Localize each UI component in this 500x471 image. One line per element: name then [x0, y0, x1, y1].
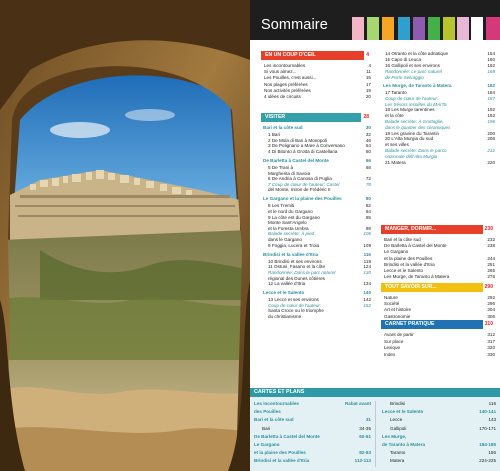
visiter-item-text[interactable]: 10 Brindisi et ses environs [268, 258, 322, 264]
visiter-item-page: 60 [365, 148, 371, 154]
visiter-item-text[interactable]: Margherita di Savoia [268, 170, 311, 176]
visiter-item-text[interactable]: 1 Bari [268, 132, 281, 137]
coup-item-text[interactable]: Si vous aimez... [264, 69, 297, 75]
carnet-item-page: 317 [487, 338, 495, 344]
header-swatch [413, 17, 425, 40]
coup-item-text[interactable]: 4 idées de circuits [264, 94, 301, 99]
savoir-label: TOUT SAVOIR SUR... [385, 284, 437, 290]
visiter-section-page: 30 [365, 125, 371, 130]
cartes-divider [375, 401, 376, 467]
visiter-section-page: 66 [365, 157, 371, 163]
visiter-bar[interactable] [261, 113, 371, 122]
visiter-item-page: 99 [365, 225, 371, 231]
savoir-item-page: 304 [487, 307, 495, 313]
cartes-col2-item-text[interactable]: Gallipoli [390, 425, 407, 431]
visiter-item-text[interactable]: Randonnée: Dans le parc naturel [268, 269, 336, 275]
visiter-section-title[interactable]: Brindisi et la vallée d'Itria [263, 251, 319, 257]
visiter-item-page: 152 [363, 302, 371, 308]
coup-item-page: 19 [365, 87, 371, 93]
murge-item-text[interactable]: Les trésors insolites du MArTa [385, 101, 447, 107]
murge-item-text[interactable]: 21 Matera [385, 159, 406, 165]
savoir-item-page: 296 [487, 301, 495, 307]
carnet-item-text[interactable]: Avant de partir [384, 332, 414, 337]
murge-item-page: 206 [487, 136, 495, 142]
header-swatch [443, 17, 455, 40]
visiter-item-text[interactable]: 3 De Polignano a Mare à Conversano [268, 143, 345, 149]
visiter-section-title[interactable]: Lecce et le Salento [263, 290, 305, 296]
visiter-item-page: 72 [365, 176, 371, 182]
visiter-section-page: 116 [363, 251, 371, 257]
murge-item-page: 200 [487, 130, 495, 136]
coup-oeil-bar[interactable] [261, 51, 371, 60]
cartes-col2-item-page: 224-225 [479, 458, 496, 464]
cartes-col1-item-page: 34-35 [359, 425, 371, 431]
header-swatch [382, 17, 394, 40]
visiter-item-text[interactable]: 9 Foggia, Lucera et Troia [268, 242, 320, 248]
visiter-item-page: 32 [365, 132, 371, 137]
cartes-col2-item-text[interactable]: de Taranto à Matera [382, 442, 426, 447]
visiter-item-text[interactable]: 11 Ostuni, Fasano et la côte [268, 264, 326, 270]
visiter-item-text[interactable]: 5 De Trani à [268, 164, 294, 170]
coup-item-text[interactable]: Les incontournables [264, 63, 306, 68]
murge-item-text[interactable]: et ses villes [385, 142, 409, 148]
savoir-bar[interactable] [381, 283, 495, 292]
murge-item-text[interactable]: et la côte [385, 113, 404, 119]
cartes-col2-item-text[interactable]: Lecce et le Salento [382, 409, 424, 415]
cartes-col2-item-page: 184-185 [479, 442, 496, 447]
contents-header [250, 0, 500, 40]
manger-item-text[interactable]: Lecce et le Salento [384, 268, 424, 273]
visiter-item-page: 109 [363, 242, 371, 248]
murge-item-text[interactable]: 19 Les gravine du Tarantin [385, 130, 440, 136]
visiter-item-text[interactable]: 9 La côte est du Gargano [268, 214, 320, 220]
coup-item-page: 11 [366, 69, 371, 75]
manger-item-page: 244 [487, 255, 495, 261]
cartes-col1-item-text[interactable]: Bari [262, 425, 271, 431]
carnet-item-text[interactable]: Index [384, 351, 396, 357]
murge-title[interactable]: Les Murge, de Taranto à Matera [383, 83, 452, 88]
savoir-item-text[interactable]: Gastronomie [384, 313, 411, 319]
visiter-item-text[interactable]: du christianisme [268, 314, 302, 319]
visiter-item-text[interactable]: 7 Coup de cœur de l'auteur: Castel [268, 181, 340, 187]
carnet-item-page: 312 [487, 332, 495, 337]
murge-item-page: 184 [487, 90, 495, 95]
header-swatch [398, 17, 410, 40]
visiter-page: 28 [363, 114, 369, 120]
header-swatch [486, 17, 500, 40]
visiter-item-text[interactable]: régional des Dunes côtières [268, 275, 325, 281]
visiter-item-page: 54 [365, 143, 371, 149]
coup-item-page: 20 [365, 94, 371, 99]
cartes-col1-item-text[interactable]: Bari et la côte sud [254, 417, 294, 423]
col2-item-text[interactable]: 15 Capo di Leuca [385, 57, 422, 62]
cartes-col1-item-page: 112-113 [354, 458, 371, 464]
coup-item-page: 15 [365, 75, 371, 81]
murge-item-text[interactable]: nazionale dell'Alta Murgia [385, 153, 438, 159]
manger-item-text[interactable]: Brindisi et la vallée d'Itria [384, 261, 435, 267]
visiter-item-page: 84 [365, 209, 371, 214]
cartes-col1-item-page: 31 [365, 417, 371, 423]
cartes-label: CARTES ET PLANS [254, 389, 305, 395]
visiter-item-text[interactable]: 4 Di Bitonto à Grotta di Castellana [268, 148, 338, 154]
cartes-col1-item-page: 82-83 [359, 450, 371, 456]
col2-item-page: 162 [487, 63, 495, 68]
cartes-col2-item-page: 116 [488, 401, 496, 406]
murge-item-text[interactable]: 17 Taranto [385, 90, 407, 95]
murge-item-page: 192 [487, 107, 495, 113]
manger-item-page: 232 [487, 237, 495, 242]
carnet-page: 310 [484, 321, 493, 327]
col2-item-page: 160 [487, 57, 495, 62]
visiter-item-text[interactable]: Balade secrète: À pied [268, 231, 315, 237]
visiter-item-page: 46 [365, 137, 371, 143]
visiter-item-text[interactable]: 8 Les Tremiti [268, 203, 295, 209]
cartes-col1-item-page: 60-61 [359, 433, 371, 439]
visiter-item-page: 78 [365, 181, 371, 187]
murge-item-text[interactable]: 18 Les Murge tarentines [385, 107, 435, 113]
col2-item-text[interactable]: Randonnée: Le parc naturel [385, 69, 442, 74]
col2-item-page: 168 [487, 69, 495, 74]
carnet-item-text[interactable]: Sur place [384, 338, 404, 344]
visiter-item-page: 134 [363, 281, 371, 287]
visiter-item-text[interactable]: 2 De Mola di Bari à Monopoli [268, 137, 327, 143]
carnet-item-text[interactable]: Lexique [384, 345, 401, 351]
murge-item-text[interactable]: Balade secrète: Dans le parco [385, 148, 447, 153]
visiter-section-page: 140 [363, 290, 371, 296]
cartes-col2-item-page: 170-171 [479, 425, 496, 431]
manger-item-page: 251 [487, 261, 495, 267]
visiter-item-page: 95 [365, 214, 371, 220]
coup-item-text[interactable]: Les Pouilles, c'est aussi... [264, 75, 317, 81]
murge-item-page: 212 [487, 148, 495, 153]
manger-item-page: 238 [487, 243, 495, 249]
manger-item-text[interactable]: Le Gargano [384, 249, 409, 255]
savoir-page: 290 [484, 284, 493, 290]
manger-item-page: 265 [487, 268, 495, 273]
cartes-col2-item-page: 143 [488, 417, 496, 423]
header-swatch [471, 17, 483, 40]
header-swatch [352, 17, 364, 40]
col2-item-text[interactable]: 14 Otranto et la côte adriatique [385, 51, 449, 56]
cartes-col2-item-page: 186 [488, 450, 496, 456]
cartes-col2-item-text[interactable]: Brindisi [390, 401, 406, 406]
visiter-item-page: 124 [363, 264, 371, 270]
cartes-col1-item-text[interactable]: Les incontournables [254, 401, 299, 406]
visiter-section-title[interactable]: Bari et la côte sud [263, 125, 303, 130]
visiter-item-text[interactable]: 13 Lecce et ses environs [268, 297, 319, 303]
murge-item-page: 220 [487, 159, 495, 165]
murge-page: 182 [487, 83, 495, 88]
savoir-item-page: 292 [487, 295, 495, 300]
carnet-item-page: 330 [487, 351, 495, 357]
visiter-item-text[interactable]: Monte Sant'Angelo [268, 220, 307, 226]
visiter-item-page: 142 [363, 297, 371, 303]
cartes-col2-item-text[interactable]: Matera [390, 458, 405, 464]
cartes-header [250, 388, 500, 397]
col2-item-text[interactable]: 16 Gallipoli et ses environs [385, 63, 440, 68]
manger-label: MANGER, DORMIR... [385, 226, 437, 232]
coup-item-page: 4 [368, 63, 371, 68]
visiter-item-page: 118 [363, 258, 371, 264]
page-title: Sommaire [261, 17, 328, 33]
murge-item-page: 196 [487, 119, 495, 124]
savoir-item-text[interactable]: Nature [384, 295, 398, 300]
visiter-label: VISITER [265, 114, 286, 120]
header-swatch [457, 17, 469, 40]
visiter-item-text[interactable]: et la Foresta Umbra [268, 225, 309, 231]
murge-item-text[interactable]: dans le quartier des céramiques [385, 124, 451, 130]
contents-page [250, 0, 500, 471]
visiter-item-page: 82 [365, 203, 371, 209]
header-swatch [428, 17, 440, 40]
visiter-item-text[interactable]: del Monte, miroir de Frédéric II [268, 187, 331, 193]
cartes-col1-item-text[interactable]: et la plaine des Pouilles [254, 450, 306, 456]
coup-oeil-page: 4 [366, 52, 369, 58]
cartes-col1-item-text[interactable]: Brindisi et la vallée d'Itria [254, 458, 310, 464]
coup-item-page: 17 [365, 81, 371, 87]
manger-item-text[interactable]: De Barletta à Castel del Monte [384, 243, 447, 249]
visiter-item-text[interactable]: Santa Croce ou le triomphe [268, 308, 324, 314]
coup-oeil-label: EN UN COUP D'CEIL [265, 52, 316, 58]
visiter-item-page: 130 [363, 269, 371, 275]
visiter-section-title[interactable]: De Barletta à Castel del Monte [263, 157, 329, 163]
col2-item-text[interactable]: de Porto Selvaggio [385, 75, 424, 80]
carnet-label: CARNET PRATIQUE [385, 321, 435, 327]
savoir-item-text[interactable]: Société [384, 301, 400, 307]
manger-item-text[interactable]: Les Murge, de Taranto à Matera [384, 274, 450, 280]
cartes-col2-item-text[interactable]: Lecce [390, 417, 403, 423]
visiter-item-text[interactable]: 12 La vallée d'Itria [268, 281, 306, 287]
visiter-item-page: 106 [363, 231, 371, 237]
savoir-item-page: 306 [487, 313, 495, 319]
cartes-col2-item-text[interactable]: Taranto [390, 450, 406, 456]
murge-item-text[interactable]: Coup de cœur de l'auteur: [385, 95, 439, 101]
murge-item-text[interactable]: 20 L'Alta Murgia du sud [385, 136, 434, 142]
cartes-col1-item-text[interactable]: des Pouilles [254, 409, 281, 415]
visiter-section-title[interactable]: Le Gargano et la plaine des Pouilles [263, 196, 342, 202]
carnet-item-page: 320 [487, 345, 495, 351]
cartes-col1-item-text[interactable]: Le Gargano [254, 442, 280, 447]
manger-page: 230 [484, 226, 493, 232]
murge-item-page: 192 [487, 113, 495, 119]
visiter-item-text[interactable]: Coup de cœur de l'auteur: [268, 302, 322, 308]
cartes-col2-item-page: 140-141 [479, 409, 496, 415]
manger-item-text[interactable]: Bari et la côte sud [384, 237, 421, 242]
header-swatch [367, 17, 379, 40]
cartes-col2-item-text[interactable]: Les Murge, [382, 433, 407, 439]
visiter-item-text[interactable]: et le nord du Gargano [268, 209, 313, 214]
savoir-item-text[interactable]: Art et histoire [384, 307, 412, 313]
visiter-item-text[interactable]: 6 De Andria à Canosa di Puglia [268, 176, 332, 182]
visiter-item-page: 68 [365, 164, 371, 170]
coup-item-text[interactable]: Nos activités préférées [264, 87, 311, 93]
cartes-col1-item-text[interactable]: De Barletta à Castel del Monte [254, 433, 320, 439]
cartes-col1-item-page: Rabat avant [344, 401, 371, 406]
manger-item-page: 276 [487, 274, 495, 280]
carnet-bar[interactable] [381, 320, 495, 329]
coup-item-text[interactable]: Nos plages préférées [264, 81, 308, 87]
visiter-item-text[interactable]: dans le Gargano [268, 237, 302, 242]
murge-item-page: 187 [487, 95, 495, 101]
visiter-section-page: 80 [365, 196, 371, 202]
manger-item-text[interactable]: et la plaine des Pouilles [384, 255, 433, 261]
col2-item-page: 154 [487, 51, 495, 56]
murge-item-text[interactable]: Balade secrète: À Grottaglie, [385, 119, 444, 124]
manger-bar[interactable] [381, 225, 495, 234]
